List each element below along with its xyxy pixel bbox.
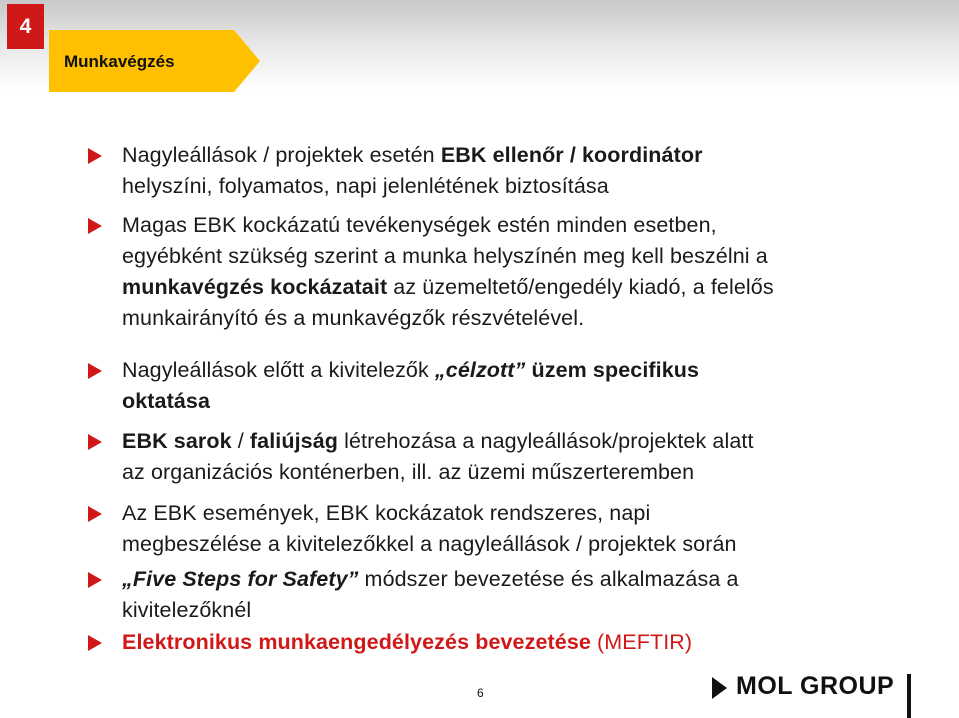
bullet-text: Nagyleállások / projektek esetén EBK ellenőr / koordinátor helyszíni, folyamatos, napi jelenlétének biztosítása	[122, 143, 703, 198]
triangle-bullet-icon	[88, 506, 102, 522]
page-number: 6	[477, 686, 484, 700]
bullet-text: „Five Steps for Safety” módszer bevezetése és alkalmazása a kivitelezőknél	[122, 567, 739, 622]
triangle-bullet-icon	[88, 363, 102, 379]
mol-group-logo	[712, 672, 942, 718]
logo-arrow-icon	[712, 677, 727, 699]
slide-title: Munkavégzés	[64, 52, 175, 71]
slide-number-badge: 4	[7, 4, 44, 49]
title-banner-arrow	[234, 30, 260, 92]
triangle-bullet-icon	[88, 572, 102, 588]
triangle-bullet-icon	[88, 635, 102, 651]
bullet-text: Nagyleállások előtt a kivitelezők „célzott” üzem specifikus oktatása	[122, 358, 700, 413]
triangle-bullet-icon	[88, 434, 102, 450]
bullet-text: Az EBK események, EBK kockázatok rendszeres, napi megbeszélése a kivitelezőkkel a nagyleállások / projektek során	[122, 501, 737, 556]
logo-text: MOL GROUP	[736, 672, 895, 700]
triangle-bullet-icon	[88, 148, 102, 164]
triangle-bullet-icon	[88, 218, 102, 234]
bullet-text: EBK sarok / faliújság létrehozása a nagyleállások/projektek alatt az organizációs konténerben, ill. az üzemi műszerteremben	[122, 429, 754, 484]
bullet-text: Magas EBK kockázatú tevékenységek estén minden esetben, egyébként szükség szerint a munka helyszínén meg kell beszélni a munkavégzés kockázatait az üzemeltető/engedély kiadó, a felelős munkairányító és a munkavégzők részvételével.	[122, 213, 774, 330]
logo-bar	[907, 674, 911, 718]
bullet-text: Elektronikus munkaengedélyezés bevezetése (MEFTIR)	[122, 630, 693, 654]
